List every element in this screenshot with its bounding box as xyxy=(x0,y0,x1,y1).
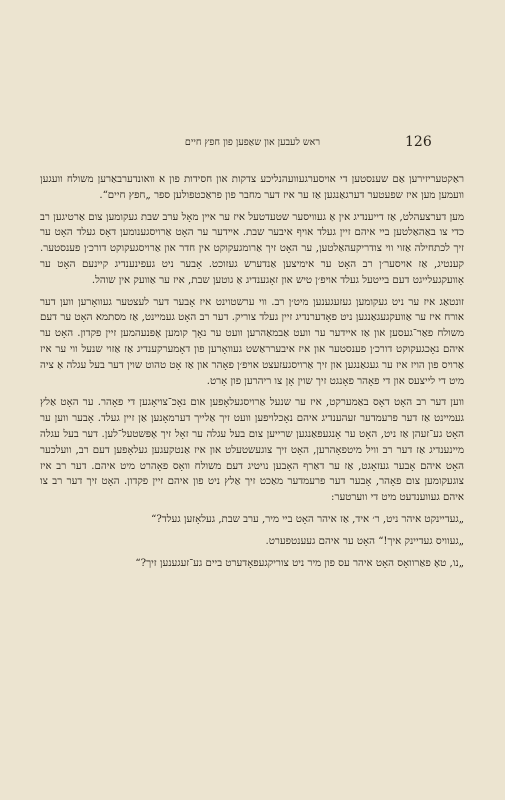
paragraph: ראַקטעריזירען אַם שענסטען די אויסערגעוועהנליכע צדקות און חסידות פון א וואונדערבאַרען משולח וועגען וועמען מען איז שפעטער דערגאַנגען אַז ער איז דער מחבר פון פראַכטפולען ספר „חפץ חיים“. xyxy=(40,174,464,201)
running-head: ראש לעבען און שאַפען פון חפץ חיים xyxy=(184,137,320,148)
dialogue-line: „נו, טאָ פאַרוואָס האָט איהר עס פון מיר ניט צוריקגעפאָדערט ביים גע־זעגענען זיך?“ xyxy=(135,557,464,569)
paragraph: זונטאַג איז ער ניט געקומען געזעגענען מיט׳ן רב. ווי ערשטוינט איז אָבער דער לעצטער געוואָרען ווען דער אורח איז ער אַוועקגעגאַנגען ניט פאָדערנדיג זיין געלד צוריק. דער רב האָט געמיינט, אַז מסתמא האָט ער דעם משולח פאַר־געסען און אַז איידער ער וועט אַבמאַהרען וועט ער נאָך קומען אָפּנעהמען זיין פקדון. האָט ער איהם נאָכגעקוקט דורכ׳ן פענסטער און איז איבערראַשט געוואָרען פון דאָמערקענדיג אַז אַזוי שנעל ווי ער איז אַרויס פון הויז איז ער געגאַנגען און זיך אַרויסגעזעצט אויפ׳ן פאָהר און אַז אָט טהוט שוין דער בעל עגלה אַ ציה מיט די לייצעס און די פאָהר פאָנגט זיך שוין אָן צו ריהרען פון אָרט. xyxy=(40,296,464,387)
page-number: 126 xyxy=(405,134,432,150)
page-header xyxy=(0,134,505,154)
body-text xyxy=(40,172,464,577)
dialogue-line: „געוויס געדיינק איך!“ האָט ער איהם געענטפערט. xyxy=(265,535,464,547)
paragraph: מען דערצעהלט, אַז דייענדיג אין אַ געוויסער שטעדטעל איז ער איין מאָל ערב שבת געקומען צום אַרטיגען רב כדי צו באַהאַלטען ביי איהם זיין געלד אויף איבער שבת. אײדער ער האָט אַרויסגענומען דאָס געלד האָט ער זיך לכתחילה אַזוי ווי צודריקעהאַלטען, ער האָט זיך אַרומגעקוקט אין חדר און אַרויסגעקוקט דורכ׳ן פענסטער. קענטיג, אַז אויסער׳ן רב האָט ער אימיצען אַנדערש געזוכט. אָבער ניט געפינענדיג קיינעם האָט ער אָוועקגעלייגט דעם בייטעל געלד אויפ׳ן טיש און זאָגענדיג אַ גוטען שבת, איז ער אַוועק אין שוהל. xyxy=(40,211,464,286)
paragraph: ווען דער רב האָט דאָס באַמערקט, איז ער שנעל אַרויסגעלאָפען אום נאָכ־צויאָגען די פאָהר. ער האָט אַלץ געמיינט אַז דער פרעמדער זעהענדיג איהם נאָכלויפען וועט זיך אַלייך דערמאָנען אַן זיין געלד. אָבער ווען ער האָט גע־זעהן אַז ניט, האָט ער אָנגעפאַנגען שרייען צום בעל עגלה ער זאָל זיך אָפּשטעל־לען. דער בעל עגלה מיינענדיג אַז דער רב וויל מיטפאָהרען, האָט זיך צוגעשטעלט און איז אַנטקעגען געלאָפען דעם רב, וועלכער האָט איהם אָבער געזאָגט, אַז ער דאַרף האָבען נויטיג דעם משולח וואָס פאָהרט מיט איהם. דער רב איז צוגעקומען צום פאָהר, אָבער דער פרעמדער מאַכט זיך אַלץ ניט פון איהם זיין פקדון. האָט זיך דער רב צו איהם געווענדעט מיט די ווערטער: xyxy=(40,397,464,504)
dialogue-line: „געדיינקט איהר ניט, ר׳ איד, אַז איהר האָט ביי מיר, ערב שבת, געלאָזען געלד?“ xyxy=(151,513,464,525)
